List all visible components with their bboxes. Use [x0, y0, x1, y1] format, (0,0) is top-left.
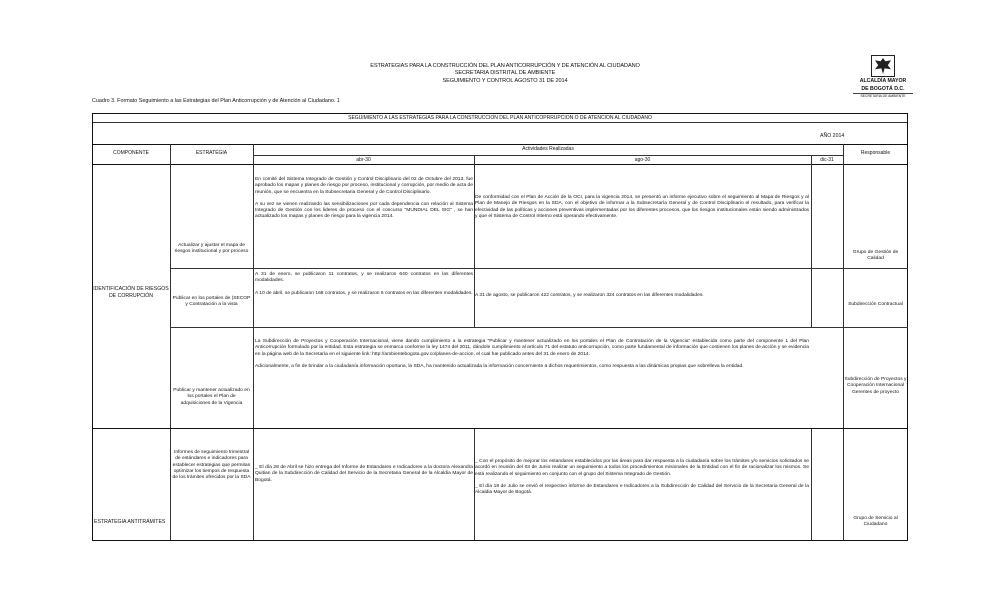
table-caption: Cuadro 3. Formato Seguimiento a las Estrategias del Plan Anticorrupción y de Atención al Ciudadano. 1: [92, 98, 340, 104]
coat-of-arms-icon: [871, 55, 895, 77]
table-bottom-border: [92, 540, 908, 541]
header-title: ESTRATEGIAS PARA LA CONSTRUCCIÓN DEL PLAN ANTICORRUPCIÓN Y DE ATENCIÓN AL CIUDADANO: [370, 63, 640, 69]
row3-merged-p2: Adicionalmente, a fin de brindar a la ciudadanía información oportuna, la SDA, ha mantenido actualizada la información concerniente a dichos requerimientos, como respuesta a las dinámicas propias que sobrelleva la entidad.: [255, 363, 744, 369]
alcaldia-logo: [843, 55, 923, 105]
row-divider-3: [92, 428, 908, 429]
row1-abr-p2: A su vez se vienen realizando las sensibilizaciones por cada dependencia con relación al Sistema Integrado de Gestión con los lideres de proceso con el concurso "MUNDIAL DEL SIG" , se han actualizado los mapas y planes de riesgo para la vigencia 2014.: [255, 201, 473, 220]
header-period-dic: dic-31: [820, 157, 834, 163]
header-componente: COMPONENTE: [113, 150, 149, 156]
logo-line-3: SECRETARÍA DE AMBIENTE: [853, 93, 913, 98]
logo-line-1: ALCALDÍA MAYOR: [859, 78, 907, 84]
row3-estrategia: Publicar y mantener actualizado en los portales el Plan de adquisiciones de la Vigencia: [173, 388, 250, 406]
row4-ago: [475, 459, 809, 496]
header-entity: SECRETARIA DISTRITAL DE AMBIENTE: [454, 70, 556, 77]
col-divider-dic-2: [811, 428, 812, 540]
row1-responsable: Grupo de Gestión de Calidad: [852, 250, 899, 262]
row1-abr: [255, 177, 473, 221]
col-divider-estrategia: [170, 144, 171, 540]
row-divider-2: [170, 327, 908, 328]
title-bottom-border: [92, 122, 908, 123]
period-top-border: [253, 155, 843, 156]
row1-ago: De conformidad con el Plan de Acción de la OCI, para la vigencia 2014, se presentó un informe ejecutivo sobre el seguimiento al Mapa de Riesgos y al Plan de Manejo de Riesgos en la SDA, con el objetivo de informar a la Subsecretaría General y de Control Disciplinario el resultado, para verificar la efectividad de las políticas y acciones preventivas implementadas por los diferentes procesos, que los riesgos institucionales están siendo administrados y que el Sistema de Control Interno está operando efectivamente.: [475, 195, 809, 219]
row2-abr-p1: A 31 de enero, se publicaron 11 contratos, y se realizaron 640 contratos en las diferentes modalidades.: [255, 272, 473, 284]
table-left-border: [92, 113, 93, 541]
row1-abr-p1: En comité del Sistema Integrado de Gestión y Control Disciplinario del 02 de Octubre del 2013, fue aprobado los mapas y planes de riesgo por proceso, institucional y corrupción, por medio de acta de reunión, que se encuentra en la Subsecretaria General y de Control Disciplinario.: [255, 177, 473, 195]
col-divider-responsable: [843, 144, 844, 540]
row3-merged-p1: La Subdirección de Proyectos y Cooperación Internacional, viene dando cumplimiento a la estrategia "Publicar y mantener actualizado en los portales el Plan de Contratación de la Vigencia" establecida como parte del componente 1 del Plan Anticorrupción formulado por la entidad. Esta estrategia se enmarca conforme la ley 1474 del 2011, dándole cumplimiento al artículo 71 del estatuto anticorrupción, como parte fundamental de información que contienen los planes de acción y se evidencia en la página web de la Secretaría en el siguiente link: http://ambientebogota.gov.co/planes-de-accion, el cual fue publicado antes del 31 de enero de 2014.: [255, 339, 809, 357]
header-period-abr: abr-30: [356, 157, 371, 163]
header-estrategia: ESTRATÉGIA: [195, 150, 228, 156]
row2-abr-p2: A 10 de abril, se publicaron 168 contratos, y se realizaron 5 contratos en las diferentes modalidades.: [255, 290, 473, 296]
header-top-border: [92, 144, 908, 145]
logo-line-2: DE BOGOTÁ D.C.: [861, 85, 905, 92]
year-label: AÑO 2014: [820, 133, 845, 139]
row2-abr: [255, 272, 473, 297]
document-header: [300, 63, 710, 85]
row4-ago-p2: _ El día 18 de Julio se envió el respectivo informe de Estandares e Indicadores a la Subdirección de Calidad del Servicio de la Secretaria General de la Alcaldia Mayor de Bogotá.: [475, 483, 809, 496]
component-estrategia-antitramites: ESTRATEGIA ANTITRÁMITES: [94, 519, 166, 525]
col-divider-abr: [253, 144, 254, 540]
header-actividades: Actividades Realizadas: [522, 146, 574, 152]
row-divider-1: [170, 268, 908, 269]
col-divider-ago: [474, 155, 475, 327]
header-responsable: Responsable: [860, 150, 891, 156]
col-divider-dic: [811, 155, 812, 327]
table-title: SEGUIMIENTO A LAS ESTRATEGIAS PARA LA CONSTRUCCION DEL PLAN ANTICOPRRUPCION O DE ATENCION AL CIUDADANO: [348, 114, 652, 121]
header-period-ago: ago-30: [634, 157, 651, 163]
row2-ago: A 31 de agosto, se publicaron 422 contratos, y se realizaron 324 contratos en las diferentes modalidades.: [475, 293, 704, 298]
header-period: SEGUIMIENTO Y CONTROL AGOSTO 31 DE 2014: [442, 77, 568, 84]
row1-estrategia: Actualizar y ajustar el mapa de riesgos institucional y por proceso: [174, 243, 249, 255]
component-identificacion-riesgos: IDENTIFICACIÓN DE RIESGOS DE CORRUPCIÓN: [93, 286, 169, 299]
row4-ago-p1: _ Con el propósito de mejorar los estandares establecidos por las áreas para dar respuesta a la ciudadanía sobre los trámites y/o servicios solicitados se acordó en reunión del 03 de Junio realizar un seguimiento a todos los procedimientos misionales de la Entidad con el fin de racionalizar los mismos. Se está realizando el seguimiento en conjunto con el grupo del Sistema Integrado de Gestión.: [475, 459, 809, 477]
row2-responsable: Subdirección Contractual: [848, 302, 903, 307]
row3-merged-activities: [255, 339, 809, 370]
row4-responsable: Grupo de Servicio al Ciudadano: [853, 516, 898, 528]
row3-responsable: Subdirección de Proyectos y Cooperación Internacional Gerentes de proyecto: [844, 377, 907, 395]
row4-abr: _ El día 28 de Abril se hizo entrega del Informe de Estandares e Indicadores a la doctora Alexandra Quitian de la Subdirección de Calidad del Servicio de la Secretaria General de la Alcaldia Mayor de Bogotá.: [255, 465, 473, 483]
header-bottom-border: [92, 164, 908, 165]
row4-estrategia: Informes de seguimiento trimestral de estándares e indicadores para establecer estrategias que permitan optimizar los tiempos de respuesta de los trámites ofrecidos por la SDA: [172, 450, 251, 481]
row2-estrategia: Publicar en los portales de (SECOP y Contratación a la vista: [172, 296, 251, 308]
